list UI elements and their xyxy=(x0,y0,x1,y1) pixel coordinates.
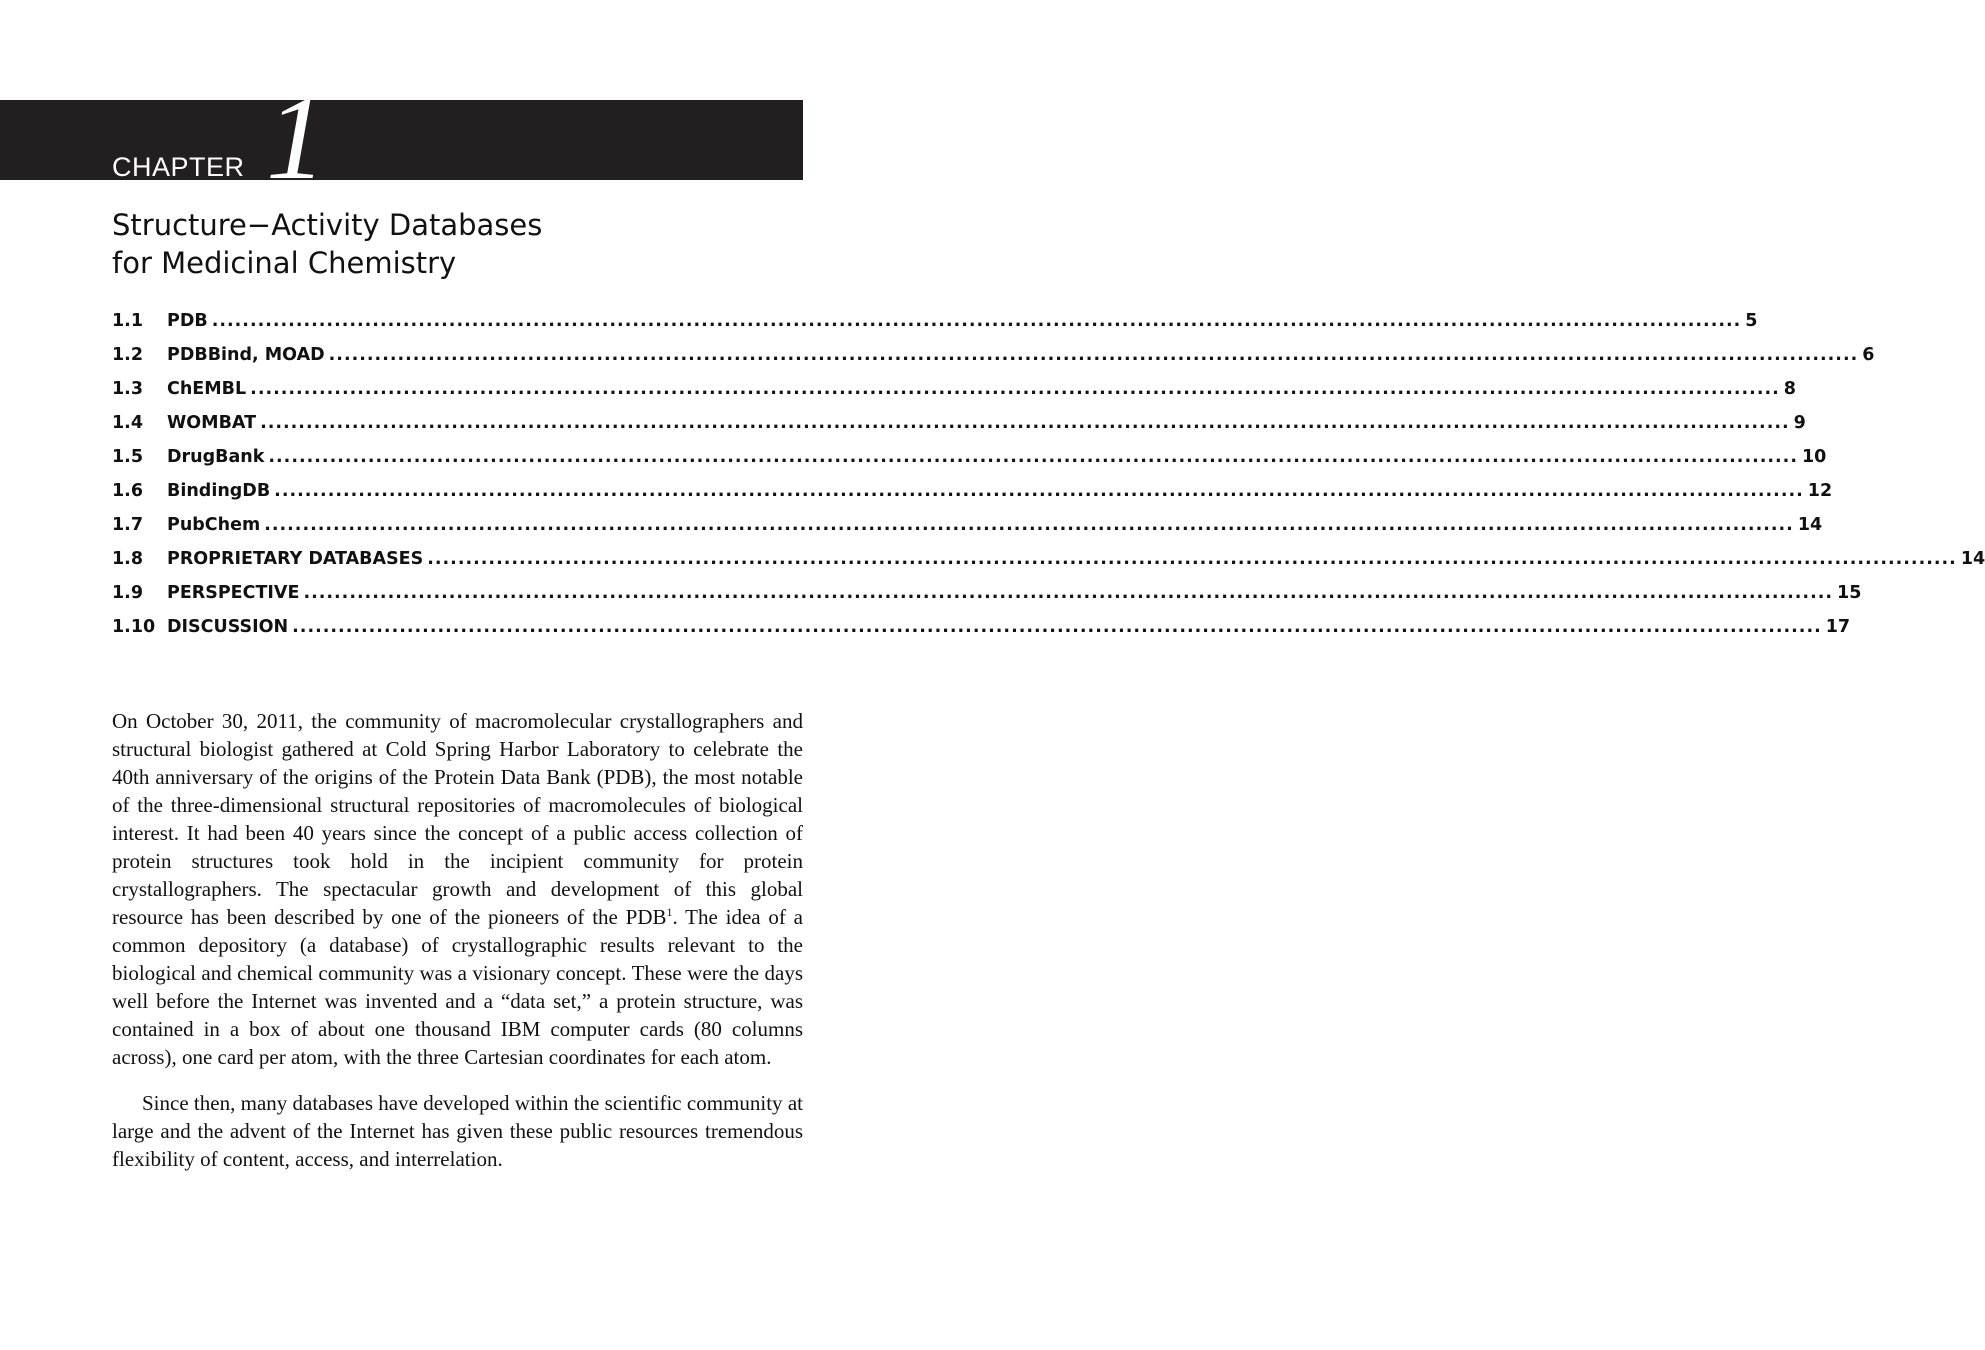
toc-entry[interactable] xyxy=(112,304,1758,338)
toc-section-number: 1.8 xyxy=(112,549,144,569)
toc-leader-dots: ........................................................................................................................................................................................................ xyxy=(268,447,1798,467)
chapter-title xyxy=(112,206,802,282)
toc-page-number: 14 xyxy=(1960,549,1985,569)
toc-section-number: 1.7 xyxy=(112,515,144,535)
table-of-contents xyxy=(112,304,1985,644)
toc-entry[interactable] xyxy=(112,440,1827,474)
toc-leader-dots: ........................................................................................................................................................................................................ xyxy=(264,515,1794,535)
chapter-title-line-2: for Medicinal Chemistry xyxy=(112,246,457,280)
toc-section-title: PERSPECTIVE xyxy=(167,583,300,603)
toc-leader-dots: ........................................................................................................................................................................................................ xyxy=(260,413,1790,433)
toc-entry[interactable] xyxy=(112,406,1806,440)
paragraph-text: On October 30, 2011, the community of macromolecular crystallographers and structural biologist gathered at Cold Spring Harbor Laboratory to celebrate the 40th anniversary of the origins of the Protein Data Bank (PDB), the most notable of the three-dimensional structural repositories of macromolecules of biological interest. It had been 40 years since the concept of a public access collection of protein structures took hold in the incipient community for protein crystallographers. The spectacular growth and development of this global resource has been described by one of the pioneers of the PDB xyxy=(112,709,803,929)
chapter-label: CHAPTER xyxy=(112,152,245,182)
toc-entry[interactable] xyxy=(112,508,1823,542)
toc-entry[interactable] xyxy=(112,542,1985,576)
toc-leader-dots: ........................................................................................................................................................................................................ xyxy=(303,583,1834,603)
toc-page-number: 9 xyxy=(1793,413,1806,433)
toc-section-title: PubChem xyxy=(167,515,261,535)
toc-page-number: 5 xyxy=(1745,311,1758,331)
toc-entry[interactable] xyxy=(112,372,1796,406)
toc-section-number: 1.4 xyxy=(112,413,144,433)
toc-section-number: 1.6 xyxy=(112,481,144,501)
chapter-title-line-1: Structure−Activity Databases xyxy=(112,208,543,242)
toc-entry[interactable] xyxy=(112,338,1875,372)
chapter-number: 1 xyxy=(266,71,326,204)
paragraph xyxy=(112,707,803,1071)
toc-section-title: PDBBind, MOAD xyxy=(167,345,325,365)
toc-leader-dots: ........................................................................................................................................................................................................ xyxy=(211,311,1742,331)
citation-reference[interactable]: 1 xyxy=(666,905,673,919)
toc-section-number: 1.9 xyxy=(112,583,144,603)
toc-section-title: WOMBAT xyxy=(167,413,257,433)
toc-section-title: DrugBank xyxy=(167,447,265,467)
toc-section-title: BindingDB xyxy=(167,481,271,501)
toc-leader-dots: ........................................................................................................................................................................................................ xyxy=(328,345,1859,365)
toc-section-title: PROPRIETARY DATABASES xyxy=(167,549,424,569)
toc-page-number: 15 xyxy=(1837,583,1862,603)
toc-section-number: 1.10 xyxy=(112,617,156,637)
toc-leader-dots: ........................................................................................................................................................................................................ xyxy=(427,549,1957,569)
toc-page-number: 10 xyxy=(1801,447,1827,467)
toc-entry[interactable] xyxy=(112,610,1851,644)
toc-section-number: 1.5 xyxy=(112,447,144,467)
paragraph-text: . The idea of a common depository (a database) of crystallographic results relevant to the biological and chemical community was a visionary concept. These were the days well before the Internet was invented and a “data set,” a protein structure, was contained in a box of about one thousand IBM computer cards (80 columns across), one card per atom, with the three Cartesian coordinates for each atom. xyxy=(112,905,803,1069)
toc-section-title: ChEMBL xyxy=(167,379,247,399)
toc-leader-dots: ........................................................................................................................................................................................................ xyxy=(292,617,1822,637)
toc-section-number: 1.1 xyxy=(112,311,144,331)
toc-section-title: DISCUSSION xyxy=(167,617,289,637)
toc-page-number: 8 xyxy=(1783,379,1796,399)
paragraph: Since then, many databases have developed within the scientific community at large and the advent of the Internet has given these public resources tremendous flexibility of content, access, and interrelation. xyxy=(112,1091,803,1171)
toc-page-number: 14 xyxy=(1797,515,1823,535)
toc-section-title: PDB xyxy=(167,311,208,331)
body-text xyxy=(112,707,803,1173)
toc-entry[interactable] xyxy=(112,576,1862,610)
toc-section-number: 1.3 xyxy=(112,379,144,399)
toc-section-number: 1.2 xyxy=(112,345,144,365)
toc-page-number: 17 xyxy=(1825,617,1851,637)
toc-page-number: 12 xyxy=(1807,481,1833,501)
toc-leader-dots: ........................................................................................................................................................................................................ xyxy=(274,481,1804,501)
toc-leader-dots: ........................................................................................................................................................................................................ xyxy=(250,379,1780,399)
toc-entry[interactable] xyxy=(112,474,1833,508)
toc-page-number: 6 xyxy=(1862,345,1875,365)
